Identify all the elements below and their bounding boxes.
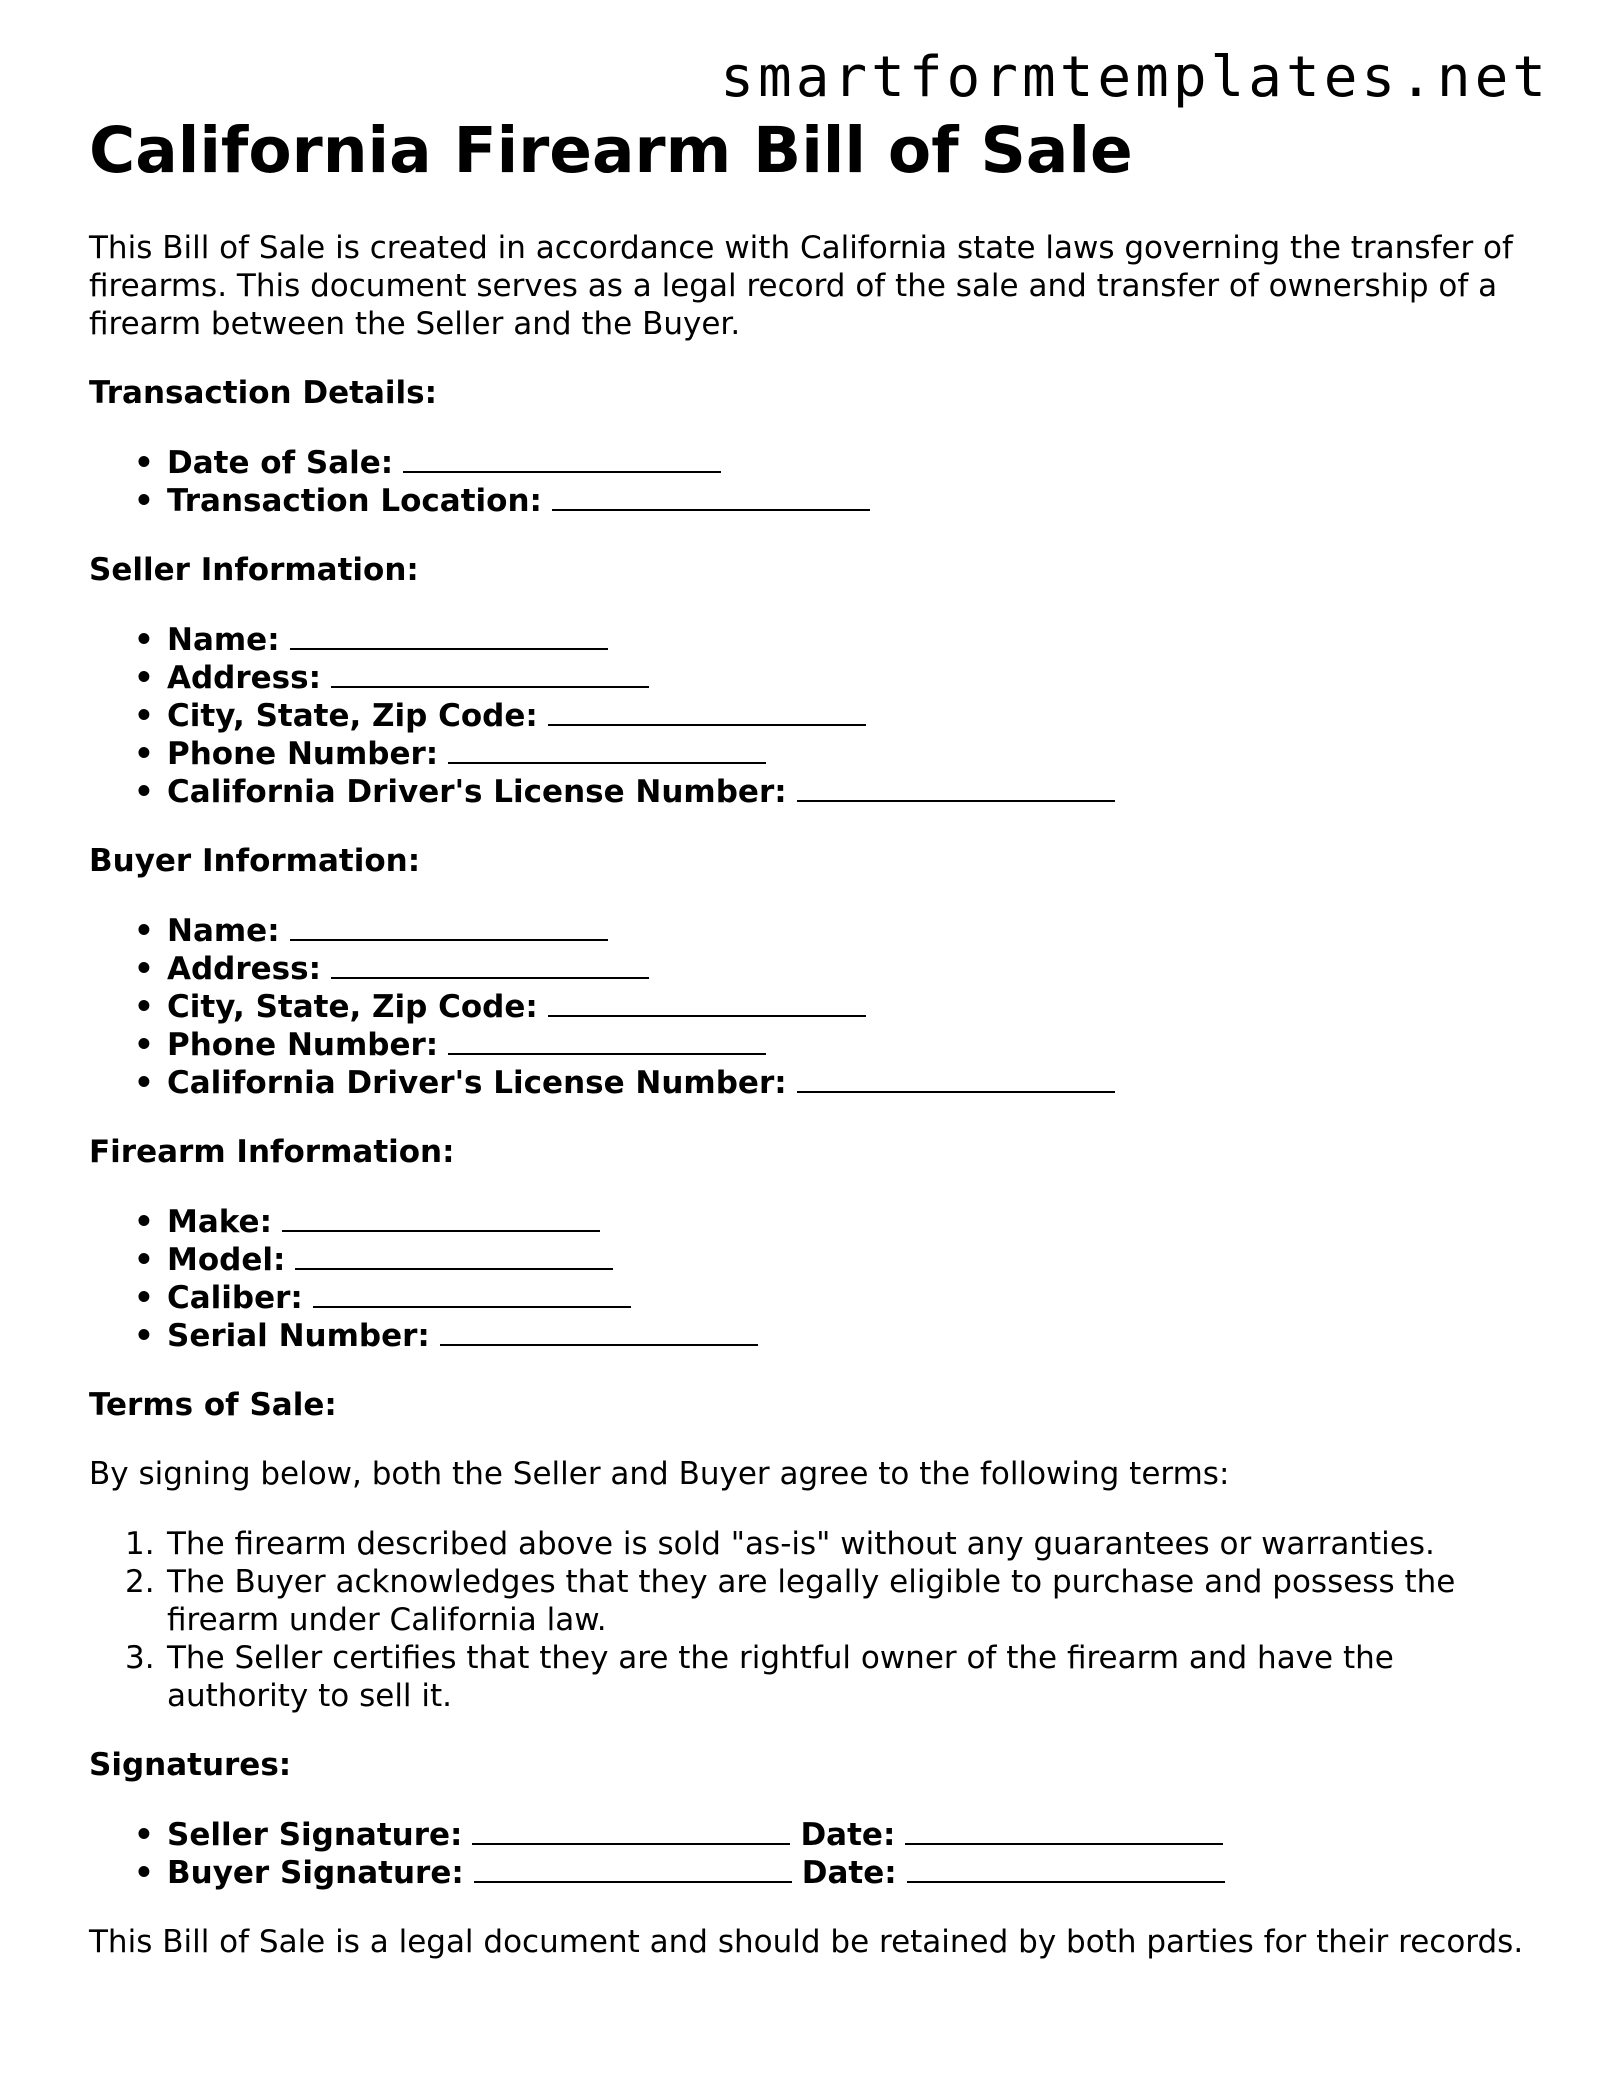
bullet-icon: •: [134, 913, 154, 950]
firearm-field-model: [89, 1241, 1529, 1279]
firearm-model-blank[interactable]: [295, 1242, 613, 1270]
bullet-icon: •: [134, 660, 154, 697]
bullet-icon: •: [134, 622, 154, 659]
firearm-serial-blank[interactable]: [440, 1318, 758, 1346]
buyer-field-license: [89, 1064, 1529, 1102]
seller-signature-blank[interactable]: [472, 1817, 790, 1845]
bullet-icon: •: [134, 1817, 154, 1854]
intro-paragraph: This Bill of Sale is created in accordance with California state laws governing the transfer of firearms. This document serves as a legal record of the sale and transfer of ownership of a firearm between the Seller and the Buyer.: [89, 230, 1513, 343]
buyer-signature-blank[interactable]: [474, 1855, 792, 1883]
field-label: Name:: [167, 622, 280, 659]
date-label: Date:: [800, 1817, 896, 1854]
list-number: 1.: [125, 1526, 155, 1563]
bullet-icon: •: [134, 483, 154, 520]
seller-field-license: [89, 773, 1529, 811]
closing-paragraph: This Bill of Sale is a legal document and should be retained by both parties for their records.: [89, 1924, 1524, 1961]
seller-license-blank[interactable]: [797, 774, 1115, 802]
terms-list: [89, 1525, 1529, 1715]
terms-item-text: The Seller certifies that they are the rightful owner of the firearm and have the authority to sell it.: [167, 1640, 1394, 1715]
transaction-location-blank[interactable]: [552, 483, 870, 511]
buyer-address-blank[interactable]: [331, 951, 649, 979]
field-date-of-sale: [89, 444, 1529, 482]
bullet-icon: •: [134, 736, 154, 773]
signatures-list: [89, 1816, 1529, 1892]
page-title: California Firearm Bill of Sale: [89, 114, 1133, 187]
field-label: City, State, Zip Code:: [167, 698, 538, 735]
seller-date-blank[interactable]: [905, 1817, 1223, 1845]
terms-item-text: The Buyer acknowledges that they are legally eligible to purchase and possess the firearm under California law.: [167, 1564, 1456, 1639]
buyer-phone-blank[interactable]: [448, 1027, 766, 1055]
terms-intro: By signing below, both the Seller and Buyer agree to the following terms:: [89, 1456, 1230, 1493]
seller-phone-blank[interactable]: [448, 736, 766, 764]
seller-field-city-state-zip: [89, 697, 1529, 735]
seller-field-name: [89, 621, 1529, 659]
field-label: Make:: [167, 1204, 272, 1241]
field-label: Address:: [167, 951, 321, 988]
buyer-field-address: [89, 950, 1529, 988]
field-label: City, State, Zip Code:: [167, 989, 538, 1026]
field-transaction-location: [89, 482, 1529, 520]
bullet-icon: •: [134, 951, 154, 988]
document-page: [89, 116, 1529, 1961]
field-label: Serial Number:: [167, 1318, 430, 1355]
terms-heading: Terms of Sale:: [89, 1387, 337, 1424]
firearm-heading: Firearm Information:: [89, 1134, 455, 1171]
firearm-caliber-blank[interactable]: [313, 1280, 631, 1308]
field-label: Name:: [167, 913, 280, 950]
transaction-heading: Transaction Details:: [89, 375, 437, 412]
list-number: 3.: [125, 1640, 155, 1677]
bullet-icon: •: [134, 1065, 154, 1102]
firearm-field-serial: [89, 1317, 1529, 1355]
watermark: smartformtemplates.net: [720, 45, 1550, 110]
seller-name-blank[interactable]: [290, 622, 608, 650]
field-label: California Driver's License Number:: [167, 774, 787, 811]
seller-field-address: [89, 659, 1529, 697]
bullet-icon: •: [134, 445, 154, 482]
firearm-list: [89, 1203, 1529, 1355]
firearm-make-blank[interactable]: [282, 1204, 600, 1232]
buyer-list: [89, 912, 1529, 1102]
bullet-icon: •: [134, 774, 154, 811]
field-label: Address:: [167, 660, 321, 697]
buyer-signature-row: [89, 1854, 1529, 1892]
seller-field-phone: [89, 735, 1529, 773]
bullet-icon: •: [134, 1027, 154, 1064]
firearm-field-make: [89, 1203, 1529, 1241]
signature-label: Buyer Signature:: [167, 1855, 464, 1892]
buyer-date-blank[interactable]: [907, 1855, 1225, 1883]
field-label: Transaction Location:: [167, 483, 542, 520]
buyer-city-state-zip-blank[interactable]: [548, 989, 866, 1017]
bullet-icon: •: [134, 1204, 154, 1241]
bullet-icon: •: [134, 989, 154, 1026]
field-label: Model:: [167, 1242, 286, 1279]
terms-item: [89, 1525, 1529, 1563]
bullet-icon: •: [134, 698, 154, 735]
field-label: Phone Number:: [167, 1027, 439, 1064]
transaction-list: [89, 444, 1529, 520]
seller-list: [89, 621, 1529, 811]
seller-signature-row: [89, 1816, 1529, 1854]
field-label: Date of Sale:: [167, 445, 394, 482]
date-of-sale-blank[interactable]: [403, 445, 721, 473]
firearm-field-caliber: [89, 1279, 1529, 1317]
seller-address-blank[interactable]: [331, 660, 649, 688]
bullet-icon: •: [134, 1318, 154, 1355]
bullet-icon: •: [134, 1855, 154, 1892]
buyer-field-name: [89, 912, 1529, 950]
list-number: 2.: [125, 1564, 155, 1601]
field-label: Phone Number:: [167, 736, 439, 773]
seller-heading: Seller Information:: [89, 552, 419, 589]
field-label: Caliber:: [167, 1280, 303, 1317]
buyer-heading: Buyer Information:: [89, 843, 421, 880]
seller-city-state-zip-blank[interactable]: [548, 698, 866, 726]
buyer-license-blank[interactable]: [797, 1065, 1115, 1093]
signatures-heading: Signatures:: [89, 1747, 292, 1784]
terms-item: [89, 1563, 1529, 1639]
buyer-field-phone: [89, 1026, 1529, 1064]
buyer-name-blank[interactable]: [290, 913, 608, 941]
terms-item-text: The firearm described above is sold "as-is" without any guarantees or warranties.: [167, 1526, 1435, 1563]
date-label: Date:: [801, 1855, 897, 1892]
field-label: California Driver's License Number:: [167, 1065, 787, 1102]
terms-item: [89, 1639, 1529, 1715]
signature-label: Seller Signature:: [167, 1817, 463, 1854]
bullet-icon: •: [134, 1242, 154, 1279]
buyer-field-city-state-zip: [89, 988, 1529, 1026]
bullet-icon: •: [134, 1280, 154, 1317]
